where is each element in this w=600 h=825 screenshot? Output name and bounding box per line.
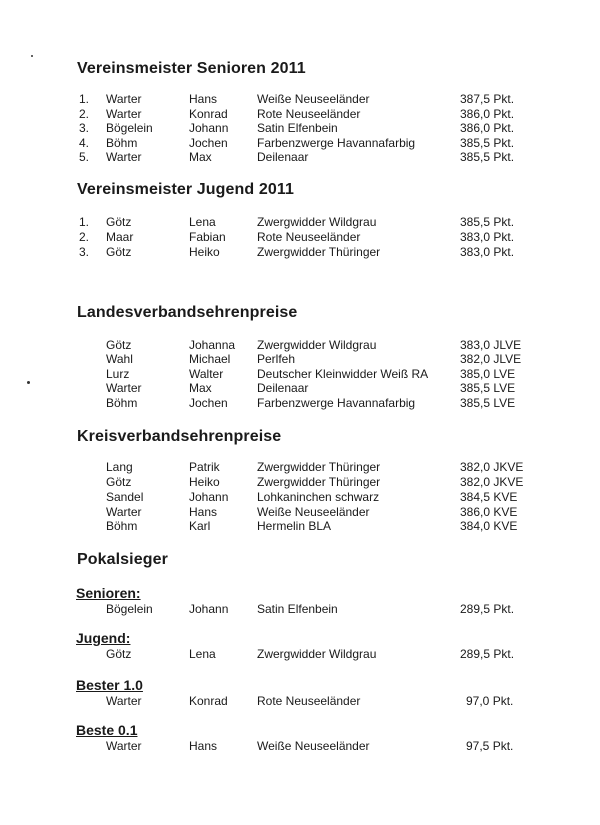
first-name: Hans (189, 505, 218, 519)
breed: Perlfeh (257, 352, 296, 366)
score: 383,0 Pkt. (460, 245, 515, 259)
last-name: Lurz (106, 367, 130, 381)
table-row (0, 475, 600, 490)
first-name: Max (189, 381, 212, 395)
table-row (0, 150, 600, 165)
table-row (0, 338, 600, 353)
first-name: Konrad (189, 107, 228, 121)
breed: Zwergwidder Wildgrau (257, 338, 377, 352)
last-name: Böhm (106, 519, 138, 533)
breed: Farbenzwerge Havannafarbig (257, 396, 416, 410)
table-row (0, 121, 600, 136)
score: 385,5 Pkt. (460, 150, 515, 164)
table-row (0, 92, 600, 107)
table-row (0, 396, 600, 411)
last-name: Götz (106, 215, 132, 229)
rank: 3. (79, 121, 90, 135)
first-name: Johann (189, 602, 229, 616)
breed: Rote Neuseeländer (257, 694, 361, 708)
score: 97,5 Pkt. (466, 739, 514, 753)
breed: Weiße Neuseeländer (257, 92, 370, 106)
last-name: Götz (106, 338, 132, 352)
scan-speck (31, 55, 33, 57)
breed: Satin Elfenbein (257, 602, 338, 616)
breed: Weiße Neuseeländer (257, 739, 370, 753)
score: 383,0 Pkt. (460, 230, 515, 244)
table-row (0, 245, 600, 260)
last-name: Warter (106, 92, 142, 106)
first-name: Hans (189, 92, 218, 106)
last-name: Lang (106, 460, 133, 474)
rank: 4. (79, 136, 90, 150)
table-row (0, 647, 600, 662)
first-name: Michael (189, 352, 231, 366)
score: 97,0 Pkt. (466, 694, 514, 708)
first-name: Walter (189, 367, 224, 381)
subheading-jugend: Jugend: (76, 630, 131, 646)
first-name: Patrik (189, 460, 220, 474)
table-row (0, 490, 600, 505)
breed: Rote Neuseeländer (257, 107, 361, 121)
rank: 2. (79, 107, 90, 121)
section-title-landes: Landesverbandsehrenpreise (77, 304, 298, 321)
score: 384,5 KVE (460, 490, 518, 504)
first-name: Johanna (189, 338, 236, 352)
score: 382,0 JKVE (460, 460, 524, 474)
score: 386,0 Pkt. (460, 121, 515, 135)
breed: Weiße Neuseeländer (257, 505, 370, 519)
first-name: Konrad (189, 694, 228, 708)
last-name: Bögelein (106, 121, 153, 135)
last-name: Warter (106, 381, 142, 395)
rank: 3. (79, 245, 90, 259)
first-name: Karl (189, 519, 211, 533)
section-title-pokal: Pokalsieger (77, 551, 168, 568)
table-row (0, 602, 600, 617)
table-row (0, 519, 600, 534)
subheading-beste-0-1: Beste 0.1 (76, 722, 138, 738)
first-name: Hans (189, 739, 218, 753)
score: 385,5 Pkt. (460, 136, 515, 150)
first-name: Lena (189, 647, 216, 661)
subheading-bester-1-0: Bester 1.0 (76, 677, 143, 693)
table-row (0, 107, 600, 122)
subheading-senioren: Senioren: (76, 585, 141, 601)
breed: Deilenaar (257, 381, 309, 395)
last-name: Warter (106, 739, 142, 753)
last-name: Warter (106, 694, 142, 708)
last-name: Bögelein (106, 602, 153, 616)
score: 382,0 JLVE (460, 352, 522, 366)
score: 387,5 Pkt. (460, 92, 515, 106)
breed: Deutscher Kleinwidder Weiß RA (257, 367, 429, 381)
table-row (0, 381, 600, 396)
breed: Satin Elfenbein (257, 121, 338, 135)
breed: Zwergwidder Wildgrau (257, 647, 377, 661)
score: 383,0 JLVE (460, 338, 522, 352)
breed: Deilenaar (257, 150, 309, 164)
last-name: Böhm (106, 136, 138, 150)
breed: Farbenzwerge Havannafarbig (257, 136, 416, 150)
table-row (0, 694, 600, 709)
score: 382,0 JKVE (460, 475, 524, 489)
table-row (0, 367, 600, 382)
last-name: Warter (106, 107, 142, 121)
score: 289,5 Pkt. (460, 602, 515, 616)
last-name: Warter (106, 150, 142, 164)
rank: 1. (79, 92, 90, 106)
first-name: Fabian (189, 230, 226, 244)
table-row (0, 215, 600, 230)
breed: Rote Neuseeländer (257, 230, 361, 244)
section-title-senioren: Vereinsmeister Senioren 2011 (77, 60, 306, 77)
last-name: Böhm (106, 396, 138, 410)
last-name: Warter (106, 505, 142, 519)
first-name: Max (189, 150, 212, 164)
score: 384,0 KVE (460, 519, 518, 533)
table-row (0, 739, 600, 754)
table-row (0, 352, 600, 367)
last-name: Wahl (106, 352, 133, 366)
table-row (0, 460, 600, 475)
score: 385,5 Pkt. (460, 215, 515, 229)
score: 386,0 KVE (460, 505, 518, 519)
breed: Lohkaninchen schwarz (257, 490, 380, 504)
first-name: Jochen (189, 136, 228, 150)
last-name: Götz (106, 647, 132, 661)
score: 289,5 Pkt. (460, 647, 515, 661)
rank: 1. (79, 215, 90, 229)
score: 385,5 LVE (460, 381, 516, 395)
section-title-kreis: Kreisverbandsehrenpreise (77, 428, 282, 445)
last-name: Maar (106, 230, 134, 244)
first-name: Jochen (189, 396, 228, 410)
score: 385,0 LVE (460, 367, 516, 381)
first-name: Johann (189, 490, 229, 504)
table-row (0, 230, 600, 245)
first-name: Heiko (189, 245, 220, 259)
table-row (0, 136, 600, 151)
breed: Zwergwidder Wildgrau (257, 215, 377, 229)
table-row (0, 505, 600, 520)
section-title-jugend: Vereinsmeister Jugend 2011 (77, 181, 294, 198)
rank: 2. (79, 230, 90, 244)
rank: 5. (79, 150, 90, 164)
last-name: Götz (106, 475, 132, 489)
last-name: Götz (106, 245, 132, 259)
breed: Zwergwidder Thüringer (257, 245, 381, 259)
score: 385,5 LVE (460, 396, 516, 410)
score: 386,0 Pkt. (460, 107, 515, 121)
first-name: Johann (189, 121, 229, 135)
breed: Zwergwidder Thüringer (257, 475, 381, 489)
first-name: Lena (189, 215, 216, 229)
breed: Zwergwidder Thüringer (257, 460, 381, 474)
last-name: Sandel (106, 490, 144, 504)
first-name: Heiko (189, 475, 220, 489)
breed: Hermelin BLA (257, 519, 332, 533)
